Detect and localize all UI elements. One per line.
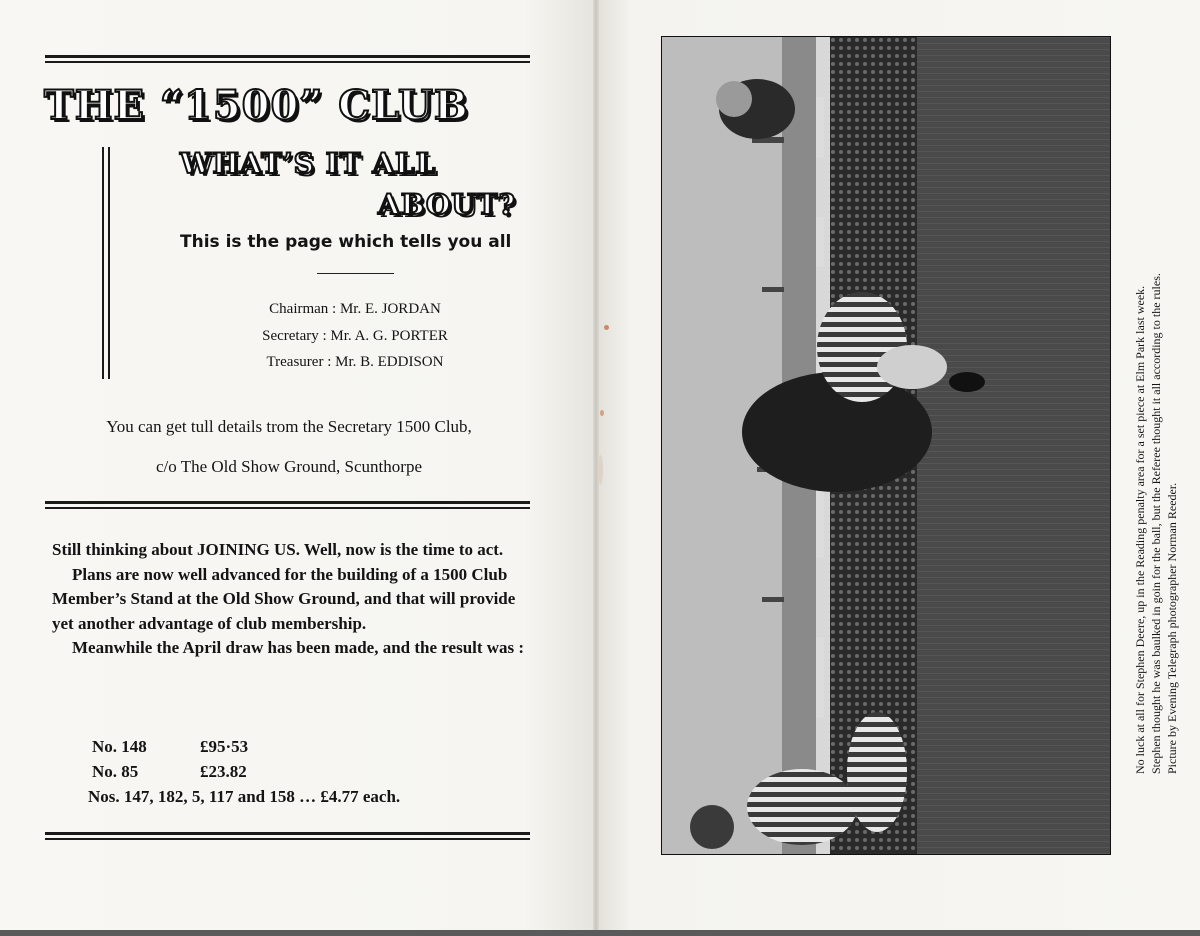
draw-number: No. 85 [92, 762, 139, 781]
draw-result-row [92, 762, 247, 782]
paper-stain [598, 455, 603, 485]
draw-prize: £23.82 [200, 762, 247, 781]
caption-line-3: Picture by Evening Telegraph photographer Norman Reeder. [1165, 482, 1179, 774]
caption-line-2: Stephen thought he was baulked in goin for the ball, but the Referee thought it all according to the rules. [1149, 273, 1163, 774]
draw-prize: £95·53 [200, 737, 249, 756]
bottom-double-rule [45, 832, 530, 840]
vertical-bar-right [108, 147, 110, 379]
paragraph-joining: Still thinking about JOINING US. Well, now is the time to act. [52, 540, 504, 559]
tagline: This is the page which tells you all [180, 232, 512, 252]
paper-stain [604, 325, 609, 330]
short-divider [317, 273, 394, 274]
vertical-bar-left [102, 147, 104, 379]
match-photograph [661, 36, 1111, 855]
match-photo-graphic [662, 37, 1110, 854]
club-news-body [52, 538, 527, 661]
draw-number: Nos. 147, 182, 5, 117 and 158 … £4.77 each. [88, 787, 401, 806]
officer-treasurer: Treasurer : Mr. B. EDDISON [266, 354, 444, 370]
details-line-1: You can get tull details trom the Secretary 1500 Club, [106, 417, 472, 436]
middle-double-rule [45, 501, 530, 509]
paragraph-april-draw: Meanwhile the April draw has been made, and the result was : [72, 638, 525, 657]
page-bottom-edge [0, 930, 1200, 936]
paper-stain [600, 410, 604, 416]
officer-secretary: Secretary : Mr. A. G. PORTER [262, 328, 448, 344]
paragraph-stand-plans: Plans are now well advanced for the building of a 1500 Club Member’s Stand at the Old Show Ground, and that will provide yet another advantage of club membership. [52, 564, 516, 633]
officer-chairman: Chairman : Mr. E. JORDAN [269, 301, 441, 317]
subtitle-line-2: ABOUT? [378, 188, 516, 221]
photo-caption [1132, 14, 1180, 774]
draw-number: No. 148 [92, 737, 147, 756]
details-line-2: c/o The Old Show Ground, Scunthorpe [156, 457, 422, 476]
caption-line-1: No luck at all for Stephen Deere, up in the Reading penalty area for a set piece at Elm Park last week. [1133, 285, 1147, 774]
draw-result-row [88, 787, 400, 807]
subtitle-line-1: WHAT’S IT ALL [180, 147, 437, 180]
draw-result-row [92, 737, 248, 757]
page-title: THE “1500” CLUB [44, 82, 469, 129]
top-double-rule [45, 55, 530, 63]
